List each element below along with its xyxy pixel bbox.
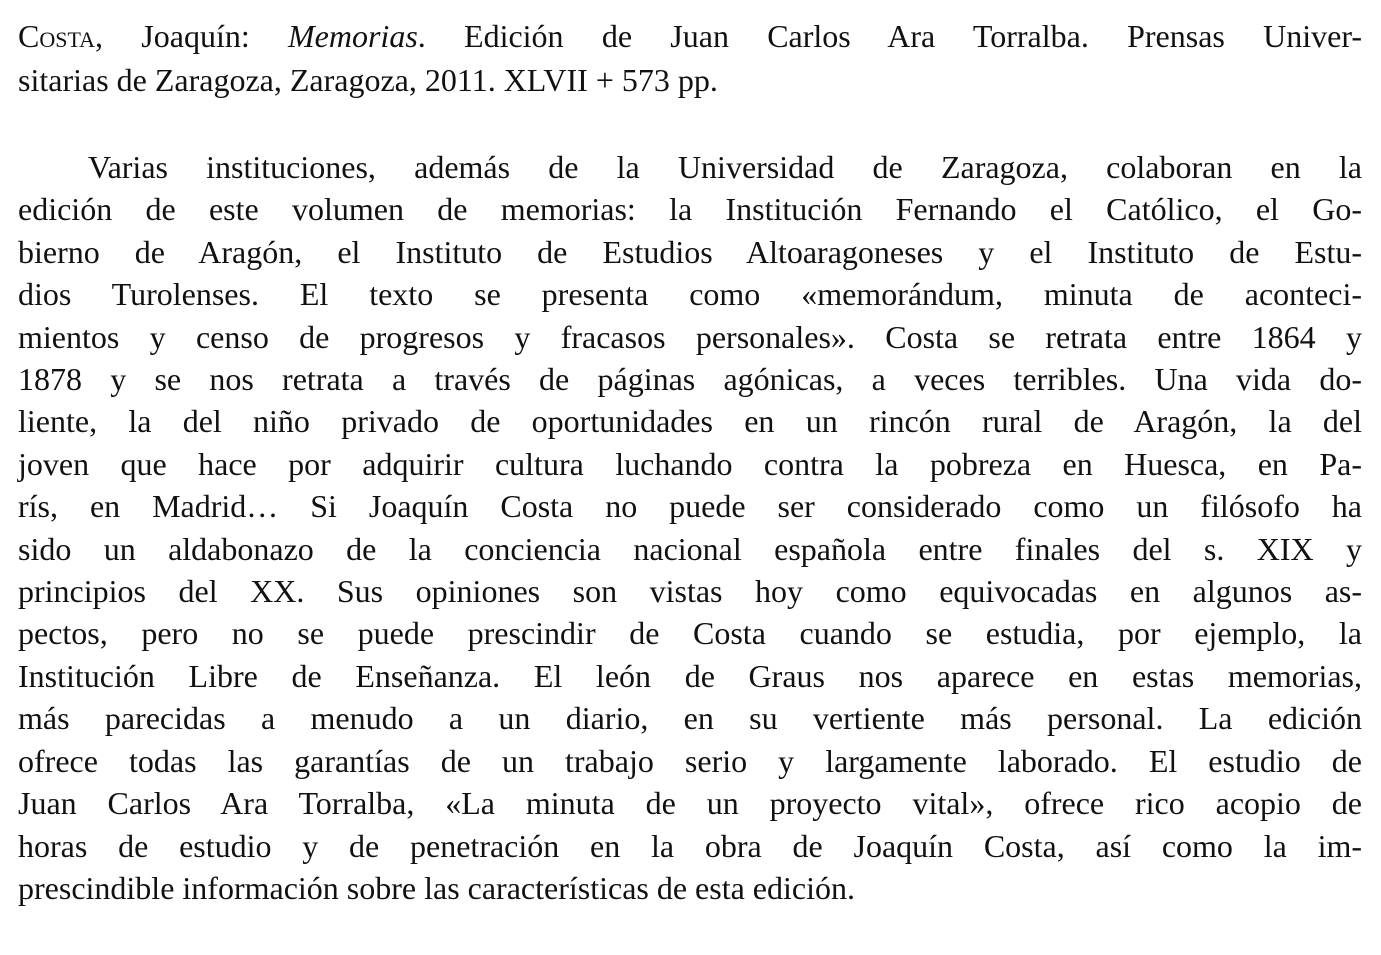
review-line: horas de estudio y de penetración en la obra de Joaquín Costa, así como la im- [18,827,1362,864]
review-line: más parecidas a menudo a un diario, en su vertiente más personal. La edición [18,700,1362,737]
author-surname: Costa [18,18,96,54]
author-given-name: , Joaquín: [95,18,288,54]
book-title: Memorias [288,18,418,54]
review-line: bierno de Aragón, el Instituto de Estudios Altoaragoneses y el Instituto de Estu- [18,233,1362,270]
review-line: Varias instituciones, además de la Universidad de Zaragoza, colaboran en la [88,149,1362,185]
review-line: sido un aldabonazo de la conciencia nacional española entre finales del s. XIX y [18,530,1362,567]
review-line: 1878 y se nos retrata a través de páginas agónicas, a veces terribles. Una vida do- [18,361,1362,398]
review-line: edición de este volumen de memorias: la Institución Fernando el Católico, el Go- [18,191,1362,228]
review-line: Institución Libre de Enseñanza. El león de Graus nos aparece en estas memorias, [18,657,1362,694]
review-line: joven que hace por adquirir cultura luchando contra la pobreza en Huesca, en Pa- [18,445,1362,482]
review-line: dios Turolenses. El texto se presenta como «memorándum, minuta de aconteci- [18,276,1362,313]
review-line: pectos, pero no se puede prescindir de Costa cuando se estudia, por ejemplo, la [18,615,1362,652]
review-line: principios del XX. Sus opiniones son vistas hoy como equivocadas en algunos as- [18,573,1362,610]
review-line: rís, en Madrid… Si Joaquín Costa no puede ser considerado como un filósofo ha [18,488,1362,525]
review-body [18,146,1362,909]
review-page [18,14,1362,909]
review-line: Juan Carlos Ara Torralba, «La minuta de un proyecto vital», ofrece rico acopio de [18,785,1362,822]
review-line: prescindible información sobre las características de esta edición. [18,869,855,906]
bibliographic-citation [18,14,1362,102]
review-line: liente, la del niño privado de oportunidades en un rincón rural de Aragón, la del [18,403,1362,440]
citation-line-1 [18,14,1363,58]
citation-details: . Edición de Juan Carlos Ara Torralba. Prensas Univer- [417,18,1363,54]
review-line: ofrece todas las garantías de un trabajo serio y largamente laborado. El estudio de [18,742,1362,779]
citation-line-2: sitarias de Zaragoza, Zaragoza, 2011. XLVII + 573 pp. [18,62,718,98]
review-line: mientos y censo de progresos y fracasos personales». Costa se retrata entre 1864 y [18,318,1362,355]
